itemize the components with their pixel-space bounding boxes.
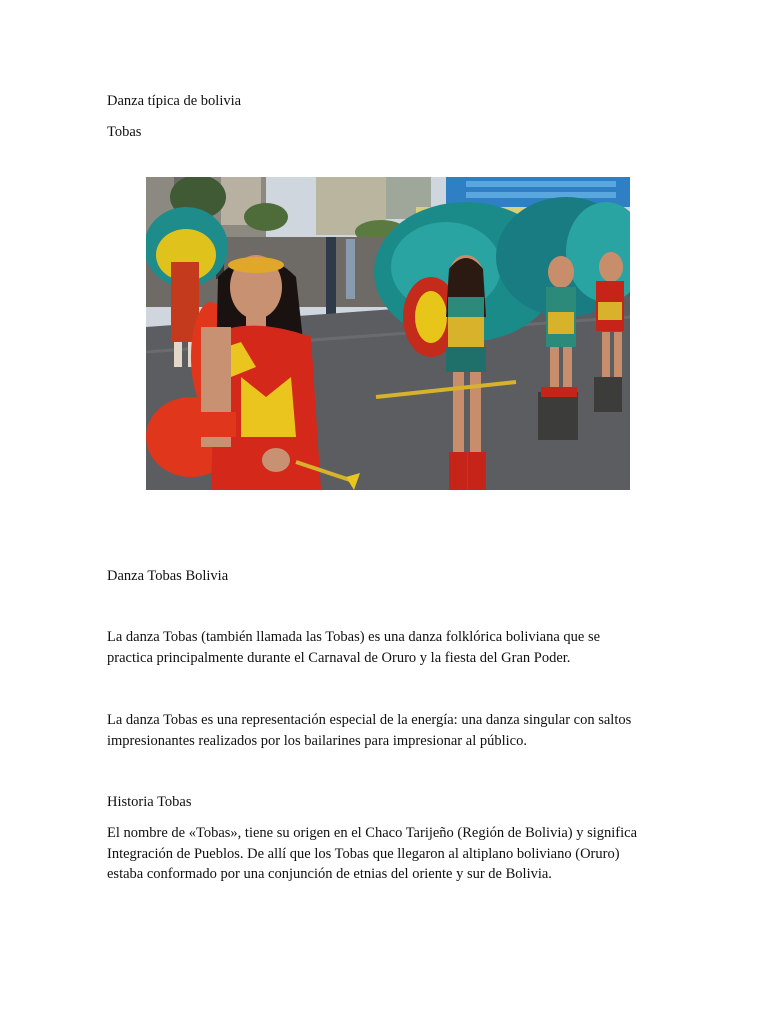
paragraph-3 <box>107 823 667 885</box>
photo-icon <box>146 177 630 490</box>
paragraph-1-line: La danza Tobas (también llamada las Tobas) es una danza folklórica boliviana que se <box>107 629 601 645</box>
paragraph-1-line: practica principalmente durante el Carnaval de Oruro y la fiesta del Gran Poder. <box>107 649 571 666</box>
paragraph-1 <box>107 627 667 668</box>
section-heading: Danza Tobas Bolivia <box>107 568 229 584</box>
document-subtitle: Tobas <box>107 124 142 140</box>
history-heading: Historia Tobas <box>107 794 192 810</box>
document-title: Danza típica de bolivia <box>107 93 242 109</box>
paragraph-3-line: El nombre de «Tobas», tiene su origen en el Chaco Tarijeño (Región de Bolivia) y significa <box>107 825 638 841</box>
paragraph-3-line: estaba conformado por una conjunción de etnias del oriente y sur de Bolivia. <box>107 866 552 882</box>
paragraph-3-line: Integración de Pueblos. De allí que los Tobas que llegaron al altiplano boliviano (Oruro) <box>107 845 620 862</box>
paragraph-2-line: La danza Tobas es una representación especial de la energía: una danza singular con saltos <box>107 712 632 728</box>
paragraph-2 <box>107 710 667 751</box>
dancers-photo <box>146 177 630 490</box>
paragraph-2-line: impresionantes realizados por los bailarines para impresionar al público. <box>107 732 527 749</box>
